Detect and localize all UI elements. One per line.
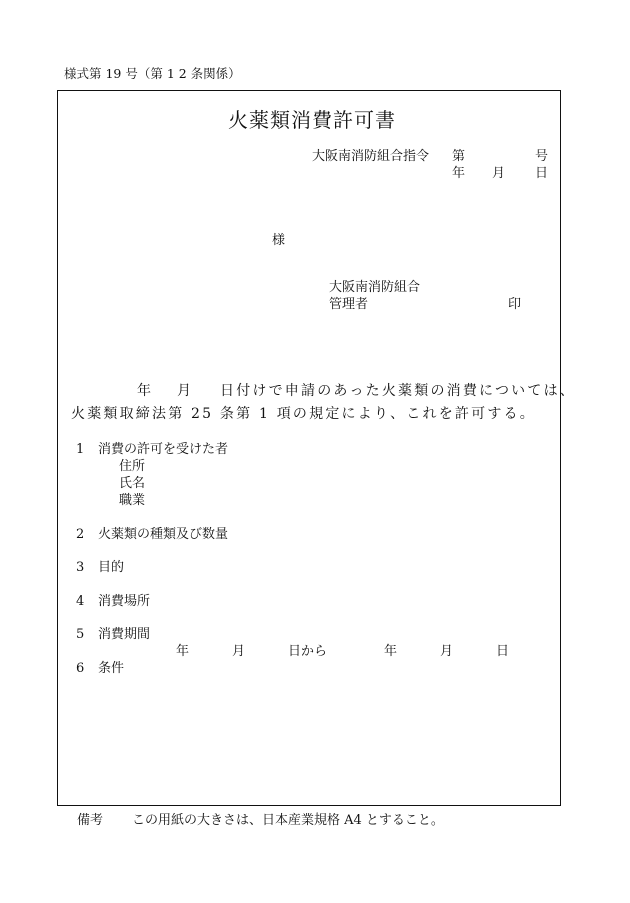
item-1-number: 1 <box>76 442 85 457</box>
date-day: 日 <box>535 166 549 181</box>
footer-note: この用紙の大きさは、日本産業規格 A4 とすること。 <box>132 813 444 828</box>
issuer-title: 管理者 <box>329 297 369 312</box>
period-day-from: 日から <box>288 644 328 659</box>
item-1-address: 住所 <box>119 459 146 474</box>
item-2-label: 火薬類の種類及び数量 <box>98 527 229 542</box>
item-3-number: 3 <box>76 560 85 575</box>
form-number: 様式第 19 号（第 1 2 条関係） <box>64 66 241 81</box>
item-6-number: 6 <box>76 661 85 676</box>
number-suffix: 号 <box>535 149 549 164</box>
item-1-name: 氏名 <box>119 476 146 491</box>
body-line2-text: 火薬類取締法第 25 条第 1 項の規定により、これを許可する。 <box>71 406 536 422</box>
issuer-org: 大阪南消防組合 <box>329 280 421 295</box>
addressee-suffix: 様 <box>272 233 286 248</box>
body-year: 年 <box>137 383 151 399</box>
issuer-line: 大阪南消防組合指令 <box>312 149 430 164</box>
item-3-label: 目的 <box>98 560 125 575</box>
period-month-1: 月 <box>232 644 246 659</box>
item-1-occupation: 職業 <box>119 493 146 508</box>
item-2-number: 2 <box>76 527 85 542</box>
date-year: 年 <box>452 166 466 181</box>
date-month: 月 <box>492 166 506 181</box>
period-year-2: 年 <box>384 644 398 659</box>
body-line1-text: 日付けで申請のあった火薬類の消費については、 <box>220 383 576 399</box>
item-5-label: 消費期間 <box>98 627 151 642</box>
item-5-number: 5 <box>76 627 85 642</box>
period-day-2: 日 <box>496 644 510 659</box>
item-1-label: 消費の許可を受けた者 <box>98 442 229 457</box>
number-prefix: 第 <box>452 149 466 164</box>
item-6-label: 条件 <box>98 661 125 676</box>
period-month-2: 月 <box>440 644 454 659</box>
footer-label: 備考 <box>77 813 104 828</box>
document-title: 火薬類消費許可書 <box>228 108 396 132</box>
item-4-label: 消費場所 <box>98 594 151 609</box>
seal-mark: 印 <box>508 297 522 312</box>
period-year-1: 年 <box>176 644 190 659</box>
item-4-number: 4 <box>76 594 85 609</box>
body-month: 月 <box>177 383 191 399</box>
